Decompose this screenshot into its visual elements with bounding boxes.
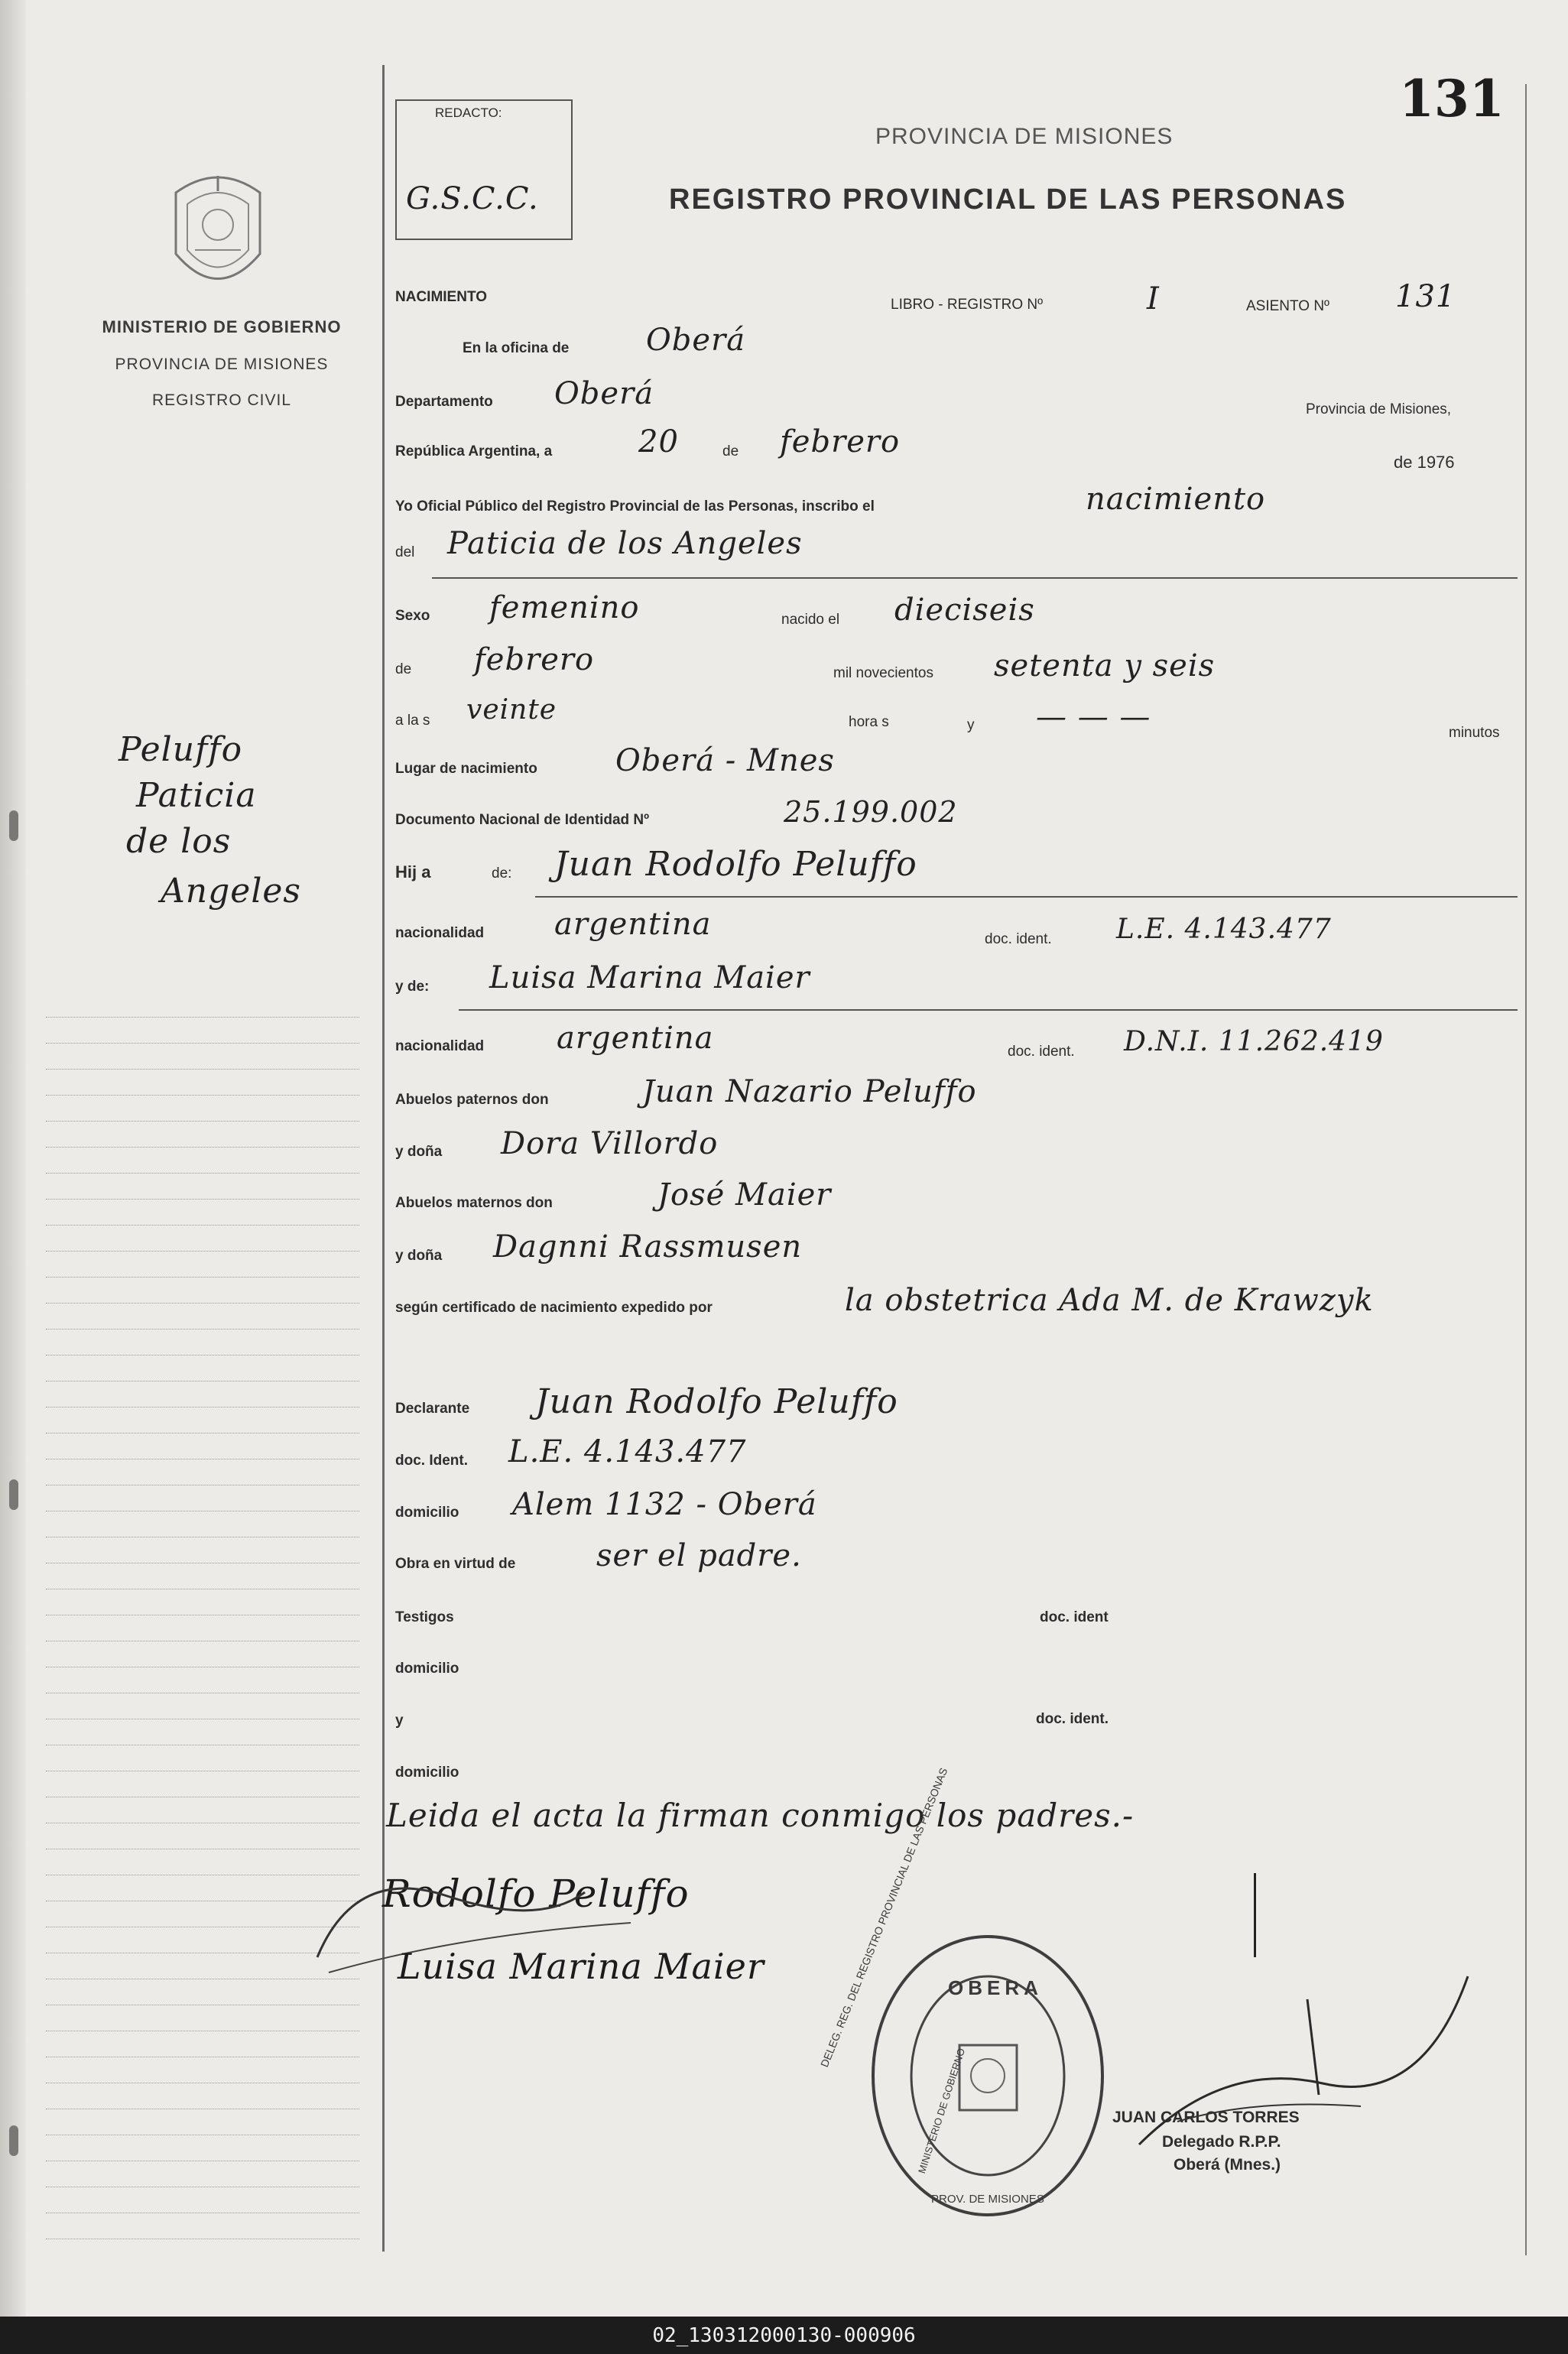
madre-nac-value: argentina — [557, 1021, 714, 1056]
lugar-value: Oberá - Mnes — [615, 743, 835, 778]
ruled-line — [46, 1459, 359, 1460]
hija-label: Hij a — [395, 862, 431, 882]
sexo-label: Sexo — [395, 608, 430, 624]
office-label: REGISTRO CIVIL — [151, 391, 292, 409]
seal-outer-text: DELEG. REG. DEL REGISTRO PROVINCIAL DE LAS PERSONAS — [818, 1765, 950, 2069]
de2-label: de — [395, 661, 412, 677]
ruled-line — [46, 1199, 359, 1200]
registry-header: REGISTRO PROVINCIAL DE LAS PERSONAS — [669, 183, 1347, 216]
ab-mat2-value: Dagnni Rassmusen — [493, 1229, 803, 1265]
padre-nac-value: argentina — [554, 907, 712, 942]
page-number: 131 — [1399, 69, 1505, 128]
margin-note-line: Peluffo — [118, 730, 243, 769]
signature-mother: Luisa Marina Maier — [398, 1946, 765, 1987]
ruled-line — [46, 2031, 359, 2032]
declarante-value: Juan Rodolfo Peluffo — [535, 1382, 898, 1421]
dni-value: 25.199.002 — [784, 795, 958, 829]
departamento-value: Oberá — [554, 376, 654, 411]
day-value: 20 — [638, 424, 679, 459]
ruled-line — [46, 1069, 359, 1070]
minutos-label: minutos — [1449, 725, 1500, 741]
ruled-line — [46, 2005, 359, 2006]
ruled-line — [46, 2213, 359, 2214]
libro-value: I — [1147, 281, 1160, 317]
docident2-label: doc. ident. — [1008, 1044, 1075, 1060]
oficial-value: nacimiento — [1086, 482, 1266, 517]
province-label: PROVINCIA DE MISIONES — [115, 356, 329, 373]
name-line — [432, 577, 1518, 579]
right-rule — [1525, 84, 1527, 2255]
asiento-label: ASIENTO Nº — [1246, 298, 1329, 314]
ab-pat-value: Juan Nazario Peluffo — [642, 1074, 977, 1109]
asiento-value: 131 — [1395, 279, 1456, 314]
ab-pat-label: Abuelos paternos don — [395, 1092, 549, 1108]
binding-hole — [9, 1479, 18, 1510]
horas-label: hora s — [849, 714, 889, 730]
ruled-line — [46, 1615, 359, 1616]
provincia-label: Provincia de Misiones, — [1306, 401, 1452, 417]
obra-label: Obra en virtud de — [395, 1556, 516, 1572]
sexo-value: femenino — [489, 590, 640, 625]
ruled-line — [46, 1355, 359, 1356]
padre-line — [535, 896, 1518, 898]
official-title: Delegado R.P.P. — [1162, 2133, 1281, 2151]
docident4-label: doc. ident — [1040, 1609, 1109, 1625]
official-name: JUAN CARLOS TORRES — [1112, 2109, 1300, 2126]
del-label: del — [395, 544, 415, 560]
margin-note-line: de los — [126, 822, 232, 861]
oficial-label: Yo Oficial Público del Registro Provincial de las Personas, inscribo el — [395, 498, 875, 515]
ruled-line — [46, 2109, 359, 2110]
y-label: y — [967, 717, 975, 733]
ydona2-label: y doña — [395, 1248, 443, 1264]
nacido-value: dieciseis — [894, 593, 1035, 628]
name-value: Paticia de los Angeles — [447, 526, 803, 561]
mil-label: mil novecientos — [833, 665, 933, 681]
nac2-label: nacionalidad — [395, 1038, 485, 1054]
nacido-label: nacido el — [781, 612, 840, 628]
ruled-line — [46, 2135, 359, 2136]
official-seal — [868, 1930, 1109, 2221]
de3-label: de: — [492, 865, 512, 882]
ruled-line — [46, 1719, 359, 1720]
seal-bottom-text: PROV. DE MISIONES — [931, 2193, 1044, 2206]
ruled-line — [46, 1407, 359, 1408]
image-id-footer: 02_130312000130-000906 — [652, 2323, 916, 2347]
ruled-line — [46, 1537, 359, 1538]
minutos-value: — — — — [1036, 700, 1151, 735]
record-type: NACIMIENTO — [395, 289, 487, 305]
oficina-value: Oberá — [646, 323, 746, 358]
ab-mat-value: José Maier — [657, 1177, 832, 1213]
cert-label: según certificado de nacimiento expedido por — [395, 1300, 713, 1316]
redacto-box — [395, 99, 573, 240]
binding-edge — [0, 0, 26, 2317]
ab-pat2-value: Dora Villordo — [501, 1126, 719, 1161]
ruled-line — [46, 1589, 359, 1590]
official-place: Oberá (Mnes.) — [1174, 2156, 1281, 2174]
ruled-line — [46, 1693, 359, 1694]
dni-label: Documento Nacional de Identidad Nº — [395, 812, 650, 828]
declarante-doc-value: L.E. 4.143.477 — [508, 1434, 747, 1469]
ruled-line — [46, 1797, 359, 1798]
docident3-label: doc. Ident. — [395, 1453, 468, 1469]
margin-note-line: Angeles — [161, 872, 302, 911]
ruled-line — [46, 2161, 359, 2162]
ruled-line — [46, 1511, 359, 1512]
ruled-line — [46, 1251, 359, 1252]
ruled-line — [46, 2057, 359, 2058]
docident-label: doc. ident. — [985, 931, 1052, 947]
lugar-label: Lugar de nacimiento — [395, 761, 537, 777]
ruled-line — [46, 1173, 359, 1174]
ruled-line — [46, 1017, 359, 1018]
ruled-line — [46, 1329, 359, 1330]
nac-label: nacionalidad — [395, 925, 485, 941]
madre-line — [459, 1009, 1518, 1011]
domicilio-label: domicilio — [395, 1505, 459, 1521]
domicilio-value: Alem 1132 - Oberá — [512, 1487, 817, 1522]
ydona-label: y doña — [395, 1144, 443, 1160]
departamento-label: Departamento — [395, 394, 493, 410]
libro-label: LIBRO - REGISTRO Nº — [891, 297, 1044, 313]
month-value: febrero — [780, 424, 901, 459]
alas-value: veinte — [466, 694, 557, 726]
y2-label: y — [395, 1713, 404, 1729]
yde-label: y de: — [395, 979, 430, 995]
ruled-line — [46, 1823, 359, 1824]
ruled-line — [46, 1095, 359, 1096]
ruled-line — [46, 1433, 359, 1434]
official-signature-stroke — [1254, 1873, 1256, 1957]
redacto-label: REDACTO: — [435, 106, 502, 120]
republica-label: República Argentina, a — [395, 443, 553, 459]
testigos-label: Testigos — [395, 1609, 454, 1625]
docident5-label: doc. ident. — [1036, 1711, 1109, 1727]
cert-value: la obstetrica Ada M. de Krawzyk — [845, 1283, 1374, 1318]
seal-top-text: OBERA — [948, 1976, 1043, 1999]
ruled-line — [46, 1043, 359, 1044]
domicilio3-label: domicilio — [395, 1765, 459, 1781]
seal-inner-text: MINISTERIO DE GOBIERNO — [916, 2047, 968, 2175]
month2-value: febrero — [474, 642, 595, 677]
obra-value: ser el padre. — [596, 1538, 802, 1573]
margin-note-line: Paticia — [136, 776, 257, 815]
coat-of-arms-seal — [161, 170, 275, 304]
ruled-line — [46, 1225, 359, 1226]
ruled-line — [46, 1277, 359, 1278]
mil-value: setenta y seis — [994, 648, 1216, 683]
ruled-line — [46, 1485, 359, 1486]
ruled-line — [46, 1303, 359, 1304]
ruled-line — [46, 2083, 359, 2084]
oficina-label: En la oficina de — [463, 340, 570, 356]
leida-value: Leida el acta la firman conmigo los padres.- — [386, 1797, 1135, 1834]
official-signature — [1131, 1969, 1475, 2167]
madre-value: Luisa Marina Maier — [489, 960, 810, 995]
ruled-line — [46, 1147, 359, 1148]
ruled-line — [46, 1381, 359, 1382]
ruled-line — [46, 1641, 359, 1642]
ruled-line — [46, 1771, 359, 1772]
padre-doc-value: L.E. 4.143.477 — [1116, 914, 1332, 945]
year-label: de 1976 — [1394, 453, 1455, 472]
padre-value: Juan Rodolfo Peluffo — [554, 845, 917, 884]
binding-hole — [9, 2125, 18, 2156]
declarante-label: Declarante — [395, 1401, 470, 1417]
alas-label: a la s — [395, 713, 430, 729]
redacto-value: G.S.C.C. — [406, 181, 539, 216]
domicilio2-label: domicilio — [395, 1661, 459, 1677]
ministry-label: MINISTERIO DE GOBIERNO — [102, 317, 342, 336]
binding-hole — [9, 810, 18, 841]
ruled-line — [46, 1667, 359, 1668]
de-label: de — [722, 443, 739, 459]
ruled-line — [46, 1563, 359, 1564]
ruled-line — [46, 2187, 359, 2188]
ruled-line — [46, 1121, 359, 1122]
ruled-line — [46, 1745, 359, 1746]
province-header: PROVINCIA DE MISIONES — [875, 124, 1174, 149]
ab-mat-label: Abuelos maternos don — [395, 1195, 553, 1211]
signature-father: Rodolfo Peluffo — [382, 1872, 690, 1916]
madre-doc-value: D.N.I. 11.262.419 — [1124, 1026, 1384, 1057]
ruled-line — [46, 2239, 359, 2240]
